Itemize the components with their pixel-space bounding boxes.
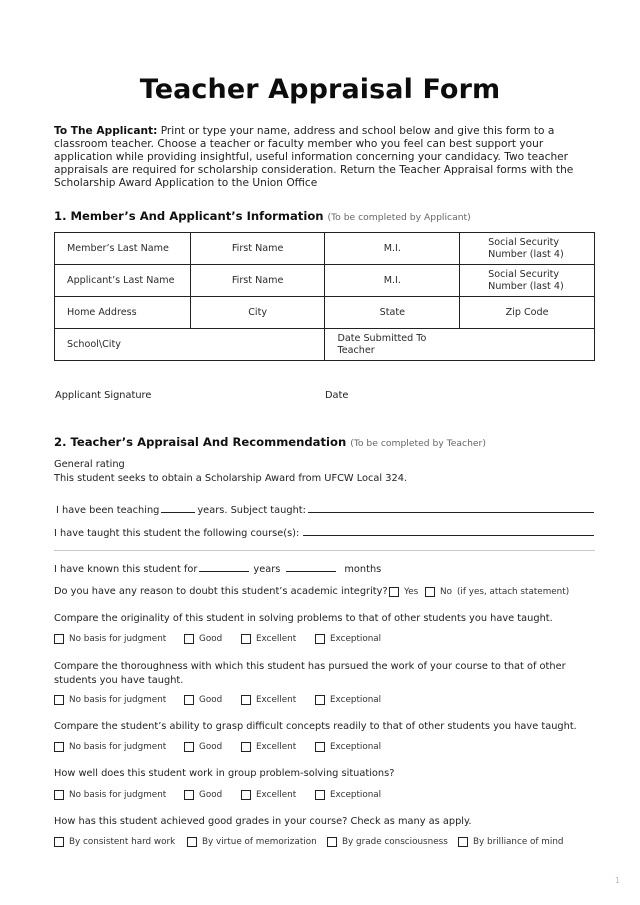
option-exceptional[interactable] [315, 695, 381, 705]
ssn-label-line1: Social Security [488, 268, 560, 280]
teaching-pre-label: I have been teaching [56, 505, 160, 516]
general-rating-label: General rating [54, 459, 125, 470]
option-brilliance[interactable] [458, 837, 563, 847]
state-field[interactable]: State [325, 297, 460, 329]
scholarship-statement: This student seeks to obtain a Scholarship Award from UFCW Local 324. [54, 473, 408, 484]
table-row [55, 329, 595, 361]
intro-paragraph [54, 125, 599, 190]
courses-label: I have taught this student the following course(s): [54, 528, 300, 539]
applicant-first-name-field[interactable]: First Name [190, 265, 325, 297]
courses-row [54, 526, 594, 539]
checkbox[interactable] [184, 634, 194, 644]
checkbox[interactable] [315, 695, 325, 705]
table-row [55, 233, 595, 265]
section2-heading [54, 435, 486, 449]
question-thoroughness [54, 660, 566, 688]
checkbox[interactable] [54, 837, 64, 847]
table-row [55, 265, 595, 297]
checkbox[interactable] [241, 742, 251, 752]
known-months-input[interactable] [286, 562, 336, 572]
applicant-ssn-field[interactable] [460, 265, 595, 297]
option-excellent[interactable] [241, 634, 296, 644]
checkbox[interactable] [241, 695, 251, 705]
checkbox[interactable] [184, 742, 194, 752]
option-exceptional[interactable] [315, 790, 381, 800]
ssn-label-line1: Social Security [488, 236, 560, 248]
option-label: Good [199, 695, 223, 705]
option-excellent[interactable] [241, 742, 296, 752]
option-no-basis[interactable] [54, 634, 166, 644]
checkbox[interactable] [315, 742, 325, 752]
applicant-info-table [54, 232, 595, 361]
option-good[interactable] [184, 695, 222, 705]
checkbox[interactable] [54, 695, 64, 705]
checkbox[interactable] [54, 790, 64, 800]
checkbox[interactable] [54, 742, 64, 752]
teaching-mid-label: years. Subject taught: [197, 505, 306, 516]
option-label: Excellent [256, 695, 297, 705]
zip-code-field[interactable]: Zip Code [460, 297, 595, 329]
known-years-label: years [253, 564, 281, 575]
integrity-question: Do you have any reason to doubt this student’s academic integrity? [54, 586, 388, 597]
question-line: students you have taught. [54, 675, 184, 686]
section1-note: (To be completed by Applicant) [327, 212, 471, 223]
option-excellent[interactable] [241, 695, 296, 705]
option-label: By grade consciousness [342, 837, 448, 847]
option-no-basis[interactable] [54, 790, 166, 800]
date-submitted-line1: Date Submitted To [337, 332, 427, 344]
option-label: Good [199, 790, 223, 800]
member-ssn-field[interactable] [460, 233, 595, 265]
section1-heading [54, 209, 471, 223]
option-label: Excellent [256, 790, 297, 800]
member-mi-field[interactable]: M.I. [325, 233, 460, 265]
option-good[interactable] [184, 790, 222, 800]
checkbox[interactable] [327, 837, 337, 847]
option-label: No basis for judgment [69, 695, 167, 705]
integrity-note: (if yes, attach statement) [456, 587, 570, 597]
member-first-name-field[interactable]: First Name [190, 233, 325, 265]
option-excellent[interactable] [241, 790, 296, 800]
section2-note: (To be completed by Teacher) [350, 438, 486, 449]
known-months-label: months [344, 564, 382, 575]
home-address-field[interactable]: Home Address [55, 297, 191, 329]
option-grade-consciousness[interactable] [327, 837, 448, 847]
option-label: No [440, 587, 452, 597]
question-group-work: How well does this student work in group problem-solving situations? [54, 768, 395, 779]
option-label: Exceptional [330, 790, 382, 800]
checkbox[interactable] [425, 587, 435, 597]
option-label: Exceptional [330, 742, 382, 752]
option-hard-work[interactable] [54, 837, 175, 847]
question-originality: Compare the originality of this student in solving problems to that of other students you have taught. [54, 613, 553, 624]
option-label: By brilliance of mind [473, 837, 564, 847]
ssn-label-line2: Number (last 4) [488, 248, 564, 260]
checkbox[interactable] [315, 790, 325, 800]
applicant-last-name-field[interactable]: Applicant’s Last Name [55, 265, 191, 297]
known-years-input[interactable] [199, 562, 249, 572]
option-no-basis[interactable] [54, 695, 166, 705]
ssn-label-line2: Number (last 4) [488, 280, 564, 292]
checkbox[interactable] [241, 790, 251, 800]
section1-title: 1. Member’s And Applicant’s Information [54, 209, 324, 223]
checkbox[interactable] [184, 695, 194, 705]
option-label: By consistent hard work [69, 837, 176, 847]
intro-lead: To The Applicant: [54, 125, 158, 137]
school-city-field[interactable]: School\City [55, 329, 325, 361]
option-label: Exceptional [330, 634, 382, 644]
option-label: Excellent [256, 634, 297, 644]
option-no-basis[interactable] [54, 742, 166, 752]
question-grasp-concepts: Compare the student’s ability to grasp difficult concepts readily to that of other students you have taught. [54, 721, 577, 732]
subject-taught-input[interactable] [308, 503, 594, 513]
date-submitted-line2: Teacher [337, 344, 375, 356]
city-field[interactable]: City [190, 297, 325, 329]
section-divider [54, 550, 595, 551]
integrity-no-option[interactable] [425, 587, 569, 597]
checkbox[interactable] [315, 634, 325, 644]
option-exceptional[interactable] [315, 634, 381, 644]
option-good[interactable] [184, 742, 222, 752]
member-last-name-field[interactable]: Member’s Last Name [55, 233, 191, 265]
option-label: Good [199, 742, 223, 752]
option-label: No basis for judgment [69, 634, 167, 644]
integrity-yes-option[interactable] [389, 587, 418, 597]
known-duration-row [54, 562, 381, 575]
option-label: Exceptional [330, 695, 382, 705]
applicant-signature-field[interactable]: Applicant Signature [55, 390, 152, 401]
intro-text: Print or type your name, address and school below and give this form to a classroom teacher. Choose a teacher or faculty member who you feel can best support your application while providing insightful, useful information concerning your candidacy. Two teacher appraisals are required for scholarship consideration. Return the Teacher Appraisal forms with the Scholarship Award Application to the Union Office [54, 125, 574, 190]
option-label: No basis for judgment [69, 790, 167, 800]
option-good[interactable] [184, 634, 222, 644]
checkbox[interactable] [458, 837, 468, 847]
checkbox[interactable] [241, 634, 251, 644]
signature-date-field[interactable]: Date [325, 390, 349, 401]
option-label: Yes [404, 587, 419, 597]
option-label: By virtue of memorization [202, 837, 317, 847]
section2-title: 2. Teacher’s Appraisal And Recommendation [54, 435, 347, 449]
checkbox[interactable] [187, 837, 197, 847]
form-title: Teacher Appraisal Form [139, 74, 501, 105]
question-good-grades: How has this student achieved good grades in your course? Check as many as apply. [54, 816, 472, 827]
applicant-mi-field[interactable]: M.I. [325, 265, 460, 297]
option-exceptional[interactable] [315, 742, 381, 752]
checkbox[interactable] [389, 587, 399, 597]
date-submitted-field[interactable] [325, 329, 595, 361]
known-pre-label: I have known this student for [54, 564, 198, 575]
checkbox[interactable] [54, 634, 64, 644]
teaching-years-row [56, 503, 594, 516]
page-number: 1 [614, 876, 620, 885]
question-line: Compare the thoroughness with which this student has pursued the work of your course to that of other [54, 661, 566, 672]
option-label: Good [199, 634, 223, 644]
teaching-years-input[interactable] [161, 503, 195, 513]
option-label: Excellent [256, 742, 297, 752]
option-label: No basis for judgment [69, 742, 167, 752]
option-memorization[interactable] [187, 837, 317, 847]
table-row [55, 297, 595, 329]
checkbox[interactable] [184, 790, 194, 800]
courses-input[interactable] [303, 526, 594, 536]
